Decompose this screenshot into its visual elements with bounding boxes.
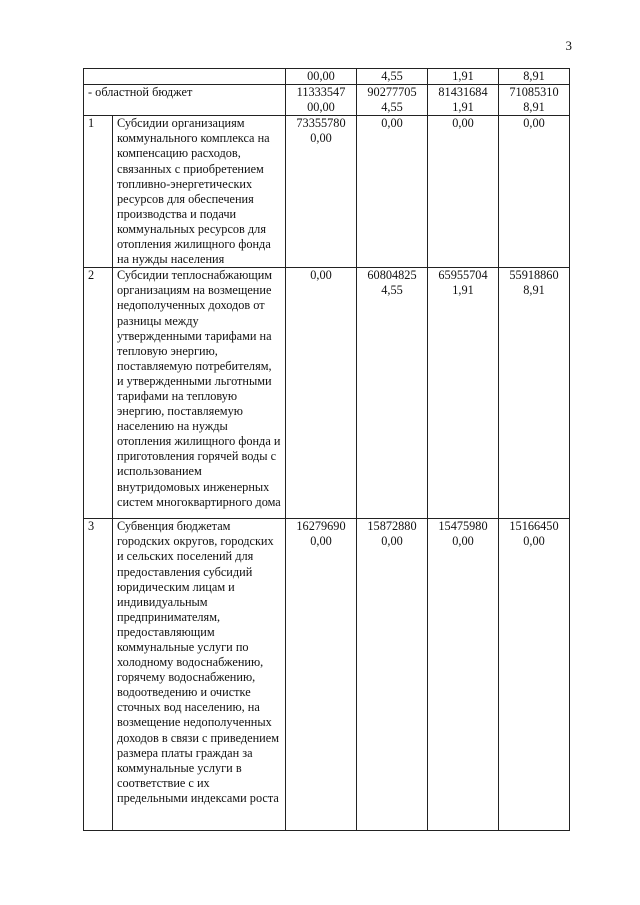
value-cell: 1,91 (428, 69, 499, 85)
table-row (84, 116, 570, 268)
row-description: Субсидии теплоснабжающим организациям на возмещение недополученных доходов от разницы между утвержденными тарифами на тепловую энергию, поставляемую потребителям, и утвержденными льготными тарифами на тепловую энергию, поставляемую населению на нужды отопления жилищного фонда и приготовления горячей воды с использованием внутридомовых инженерных систем многоквартирного дома (113, 268, 286, 519)
table-row (84, 519, 570, 831)
value-cell: 73355780 0,00 (286, 116, 357, 268)
value-cell: 60804825 4,55 (357, 268, 428, 519)
value-cell: 0,00 (428, 116, 499, 268)
row-index: 2 (84, 268, 113, 519)
value-cell: 65955704 1,91 (428, 268, 499, 519)
value-cell: 15166450 0,00 (499, 519, 570, 831)
value-cell: 0,00 (499, 116, 570, 268)
budget-table (83, 68, 570, 831)
value-cell: 90277705 4,55 (357, 85, 428, 116)
row-description: Субвенция бюджетам городских округов, городских и сельских поселений для предоставления субсидий юридическим лицам и индивидуальным предпринимателям, предоставляющим коммунальные услуги по холодному водоснабжению, горячему водоснабжению, водоотведению и очистке сточных вод населению, на возмещение недополученных доходов в связи с приведением размера платы граждан за коммунальные услуги в соответствие с их предельными индексами роста (113, 519, 286, 831)
table-row-regional-budget (84, 85, 570, 116)
value-cell: 16279690 0,00 (286, 519, 357, 831)
table-row-continuation (84, 69, 570, 85)
table-row (84, 268, 570, 519)
value-cell: 55918860 8,91 (499, 268, 570, 519)
value-cell: 71085310 8,91 (499, 85, 570, 116)
value-cell: 11333547 00,00 (286, 85, 357, 116)
value-cell: 4,55 (357, 69, 428, 85)
value-cell: 15475980 0,00 (428, 519, 499, 831)
row-index: 3 (84, 519, 113, 831)
value-cell: 0,00 (286, 268, 357, 519)
value-cell: 00,00 (286, 69, 357, 85)
regional-budget-label: - областной бюджет (84, 85, 286, 116)
page-number: 3 (565, 38, 572, 53)
value-cell: 81431684 1,91 (428, 85, 499, 116)
value-cell: 15872880 0,00 (357, 519, 428, 831)
value-cell: 0,00 (357, 116, 428, 268)
row-index: 1 (84, 116, 113, 268)
value-cell: 8,91 (499, 69, 570, 85)
continuation-label-cell (84, 69, 286, 85)
row-description: Субсидии организациям коммунального комплекса на компенсацию расходов, связанных с приобретением топливно-энергетических ресурсов для обеспечения производства и подачи коммунальных ресурсов для отопления жилищного фонда на нужды населения (113, 116, 286, 268)
